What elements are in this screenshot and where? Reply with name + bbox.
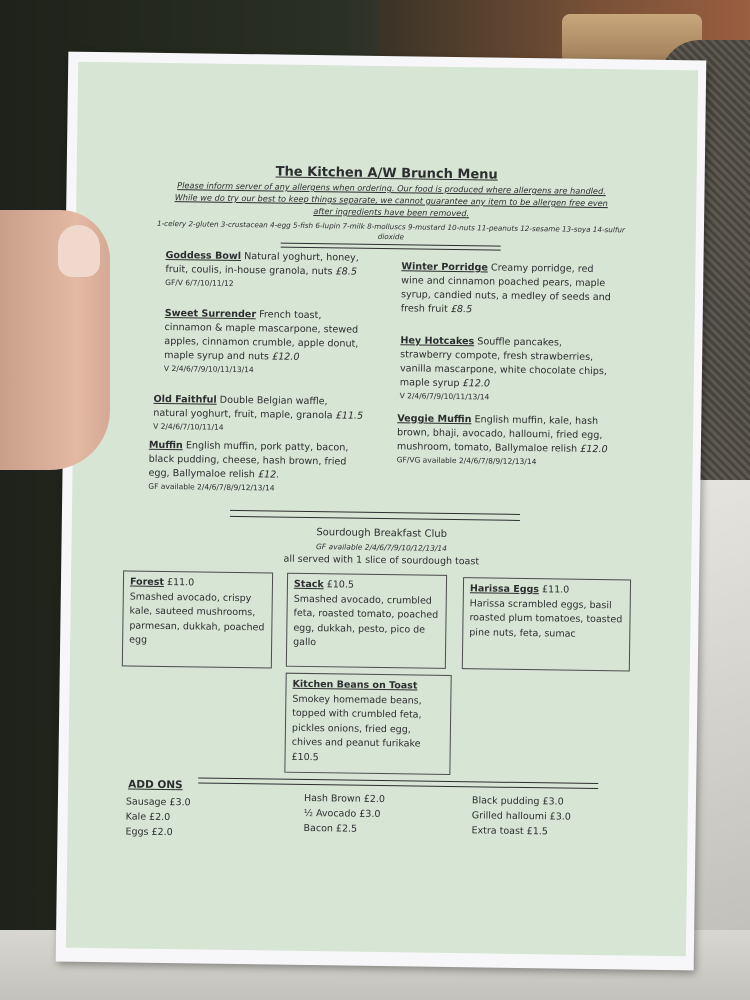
item-name: Goddess Bowl <box>165 249 242 263</box>
item-price: £11.5 <box>335 410 364 422</box>
item-allergen-codes: GF/VG available 2/4/6/7/8/9/12/13/14 <box>396 455 537 467</box>
menu-item <box>397 412 610 468</box>
sourdough-box-beans-on-toast <box>284 673 451 775</box>
box-name: Kitchen Beans on Toast <box>292 678 418 692</box>
addon-item: Kale £2.0 <box>125 811 171 824</box>
sourdough-served-note: all served with 1 slice of sourdough toast <box>283 553 480 568</box>
box-price: £10.5 <box>291 751 319 763</box>
box-desc: Harissa scrambled eggs, basil roasted plum tomatoes, toasted pine nuts, feta, sumac <box>469 597 623 640</box>
addon-item: Bacon £2.5 <box>303 822 358 835</box>
item-price: £12.0 <box>580 443 608 456</box>
menu-item <box>148 439 361 495</box>
item-desc: Natural yoghurt, honey, fruit, coulis, in-house granola, nuts <box>165 251 359 278</box>
item-price: £8.5 <box>335 266 358 278</box>
item-allergen-codes: GF available 2/4/6/7/8/9/12/13/14 <box>148 481 275 493</box>
item-price: £12. <box>257 469 280 481</box>
item-desc: Double Belgian waffle, natural yoghurt, fruit, maple, granola <box>153 394 333 422</box>
sourdough-title: Sourdough Breakfast Club <box>316 527 448 540</box>
item-name: Sweet Surrender <box>164 307 257 321</box>
box-name: Harissa Eggs <box>469 583 540 596</box>
item-name: Hey Hotcakes <box>400 335 475 348</box>
allergen-notice: Please inform server of any allergens when ordering. Our food is produced where allergens are handled. While we do try our best to keep things separate, we cannot guarantee any item to be allergen free even after ingredients have been removed. <box>174 180 608 219</box>
addon-item: Hash Brown £2.0 <box>303 792 386 806</box>
box-desc: Smokey homemade beans, topped with crumbled feta, pickles onions, fried egg, chives and peanut furikake <box>291 693 422 750</box>
addon-item: Black pudding £3.0 <box>471 795 564 808</box>
addons-column-2 <box>303 791 454 838</box>
box-price: £11.0 <box>166 577 195 589</box>
divider-mid-2 <box>230 516 520 521</box>
menu-paper <box>56 52 707 971</box>
item-name: Veggie Muffin <box>397 413 472 426</box>
addon-item: Extra toast £1.5 <box>471 825 548 838</box>
item-price: £12.0 <box>462 378 491 390</box>
item-desc: Souffle pancakes, strawberry compote, fresh strawberries, vanilla mascarpone, white chocolate chips, maple syrup <box>399 336 608 390</box>
addons-title: ADD ONS <box>128 778 183 792</box>
item-name: Winter Porridge <box>401 261 488 274</box>
box-name: Stack <box>293 578 324 591</box>
item-allergen-codes: V 2/4/6/7/9/10/11/13/14 <box>399 391 490 402</box>
item-desc: French toast, cinnamon & maple mascarpone, stewed apples, cinnamon crumble, apple donut, maple syrup and nuts <box>164 309 359 363</box>
menu-title: The Kitchen A/W Brunch Menu <box>275 164 498 183</box>
box-desc: Smashed avocado, crumbled feta, roasted tomato, poached egg, dukkah, pesto, pico de gallo <box>293 593 439 649</box>
box-price: £11.0 <box>541 584 570 596</box>
item-allergen-codes: V 2/4/6/7/9/10/11/13/14 <box>163 363 254 375</box>
sourdough-box-forest <box>122 570 273 668</box>
menu-item <box>401 260 614 319</box>
item-desc: Creamy porridge, red wine and cinnamon poached pears, maple syrup, candied nuts, a medley of seeds and fresh fruit <box>400 262 611 315</box>
sourdough-box-stack <box>286 573 447 669</box>
addon-item: Grilled halloumi £3.0 <box>471 810 571 823</box>
sourdough-box-harissa-eggs <box>462 577 631 671</box>
box-name: Forest <box>129 576 165 588</box>
item-allergen-codes: GF/V 6/7/10/11/12 <box>165 277 234 288</box>
item-desc: English muffin, kale, hash brown, bhaji, avocado, halloumi, fried egg, mushroom, tomato, Ballymaloe relish <box>396 414 603 455</box>
box-price: £10.5 <box>326 579 355 591</box>
menu-item <box>164 307 370 377</box>
item-price: £8.5 <box>450 303 473 316</box>
item-price: £12.0 <box>271 351 300 363</box>
addons-column-1 <box>125 794 276 841</box>
divider-bottom-2 <box>198 782 598 789</box>
menu-item <box>153 393 364 435</box>
addon-item: Eggs £2.0 <box>125 826 173 839</box>
menu-item <box>165 249 371 291</box>
addons-column-3 <box>471 793 632 840</box>
menu-sheet <box>66 62 698 957</box>
allergen-codes: 1-celery 2-gluten 3-crustacean 4-egg 5-fish 6-lupin 7-milk 8-molluscs 9-mustard 10-nuts 11-peanuts 12-sesame 13-soya 14-sulfur dioxide <box>156 218 625 242</box>
thumbnail <box>58 225 100 277</box>
divider-top-2 <box>281 247 501 251</box>
addon-item: ½ Avocado £3.0 <box>303 807 381 821</box>
box-desc: Smashed avocado, crispy kale, sauteed mushrooms, parmesan, dukkah, poached egg <box>129 591 265 646</box>
divider-mid-1 <box>230 510 520 515</box>
item-name: Old Faithful <box>153 393 217 406</box>
sourdough-gf-note: GF available 2/4/6/7/9/10/12/13/14 <box>315 542 448 553</box>
item-name: Muffin <box>148 439 183 452</box>
item-allergen-codes: V 2/4/6/7/10/11/14 <box>153 421 224 432</box>
addon-item: Sausage £3.0 <box>125 796 191 809</box>
menu-item <box>400 334 613 404</box>
item-desc: English muffin, pork patty, bacon, black pudding, cheese, hash brown, fried egg, Ballymaloe relish <box>148 440 349 481</box>
